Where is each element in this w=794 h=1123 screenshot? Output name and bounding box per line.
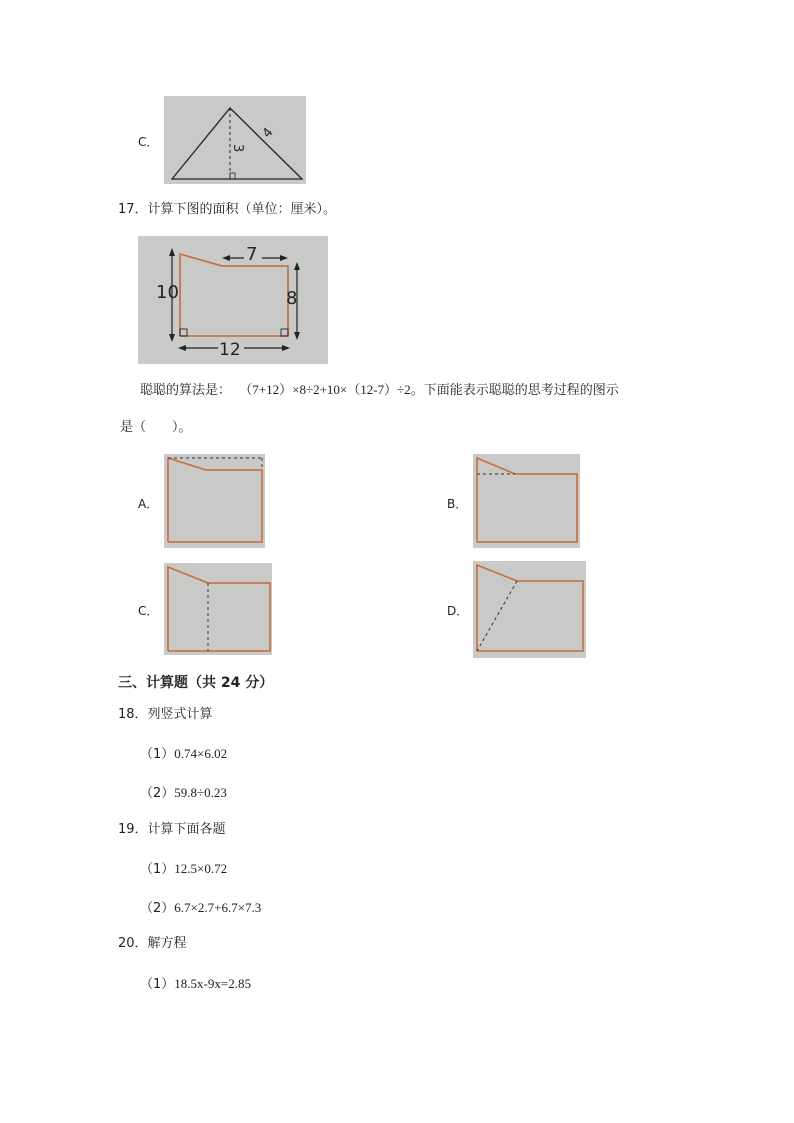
method-tail: 下面能表示聪聪的思考过程的图示: [423, 383, 619, 398]
option-b-diagram: [473, 454, 580, 548]
triangle-height-label: 3: [230, 144, 245, 153]
bottom-dim-label: 12: [219, 340, 241, 360]
q17-option-b-label: B．: [447, 497, 468, 511]
option-d-diagram: [473, 561, 586, 658]
triangle-diagram: [164, 96, 306, 184]
item-index: （2）: [140, 786, 175, 801]
item-index: （1）: [140, 977, 175, 992]
item-expression: 0.74×6.02: [174, 746, 228, 761]
trapezoid-composite-diagram: [138, 236, 328, 364]
q17-option-d-label: D．: [447, 604, 469, 618]
q17-answer-line: 是（ ）。: [120, 420, 192, 435]
q16-option-c-label: C．: [138, 135, 159, 149]
triangle-side-label: 4: [259, 125, 277, 142]
top-dim-label: 7: [246, 244, 258, 265]
question-text: 计算下面各题: [147, 822, 226, 837]
q17-option-a-figure[interactable]: [164, 454, 265, 548]
q19-item-2: [140, 899, 261, 918]
q19-prompt: [118, 821, 226, 839]
question-number: 18．: [118, 707, 148, 722]
item-expression: 12.5×0.72: [174, 861, 228, 876]
question-number: 19．: [118, 822, 148, 837]
q17-method-line: [140, 381, 619, 400]
figure-outline: [180, 254, 288, 336]
question-text: 计算下图的面积（单位：厘米）。: [147, 202, 337, 217]
q18-item-2: [140, 784, 227, 803]
q18-prompt: [118, 706, 213, 724]
option-a-diagram: [164, 454, 265, 548]
q20-prompt: [118, 935, 187, 953]
method-expression: （7+12）×8÷2+10×（12-7）÷2。: [239, 382, 424, 397]
right-angle-mark: [230, 173, 235, 179]
q17-option-a-label: A．: [138, 497, 159, 511]
section-title: 三、计算题（共 24 分）: [118, 675, 274, 691]
question-text: 列竖式计算: [147, 707, 213, 722]
question-number: 17．: [118, 202, 148, 217]
q20-item-1: [140, 975, 251, 994]
item-index: （1）: [140, 747, 175, 762]
item-index: （1）: [140, 862, 175, 877]
method-intro: 聪聪的算法是：: [140, 383, 232, 398]
question-number: 20．: [118, 936, 148, 951]
q17-prompt: [118, 201, 336, 219]
q18-item-1: [140, 745, 227, 764]
option-c-diagram: [164, 563, 272, 655]
left-dim-label: 10: [156, 282, 179, 303]
question-text: 解方程: [147, 936, 187, 951]
q17-option-c-label: C．: [138, 604, 159, 618]
q16-option-c-figure[interactable]: [164, 96, 306, 184]
q17-option-c-figure[interactable]: [164, 563, 272, 655]
item-expression: 59.8÷0.23: [174, 785, 227, 800]
q17-option-d-figure[interactable]: [473, 561, 586, 658]
item-expression: 18.5x-9x=2.85: [174, 976, 251, 991]
q17-option-b-figure[interactable]: [473, 454, 580, 548]
right-dim-label: 8: [286, 288, 298, 309]
q19-item-1: [140, 860, 227, 879]
q17-main-figure[interactable]: [138, 236, 328, 364]
item-expression: 6.7×2.7+6.7×7.3: [174, 900, 262, 915]
item-index: （2）: [140, 901, 175, 916]
